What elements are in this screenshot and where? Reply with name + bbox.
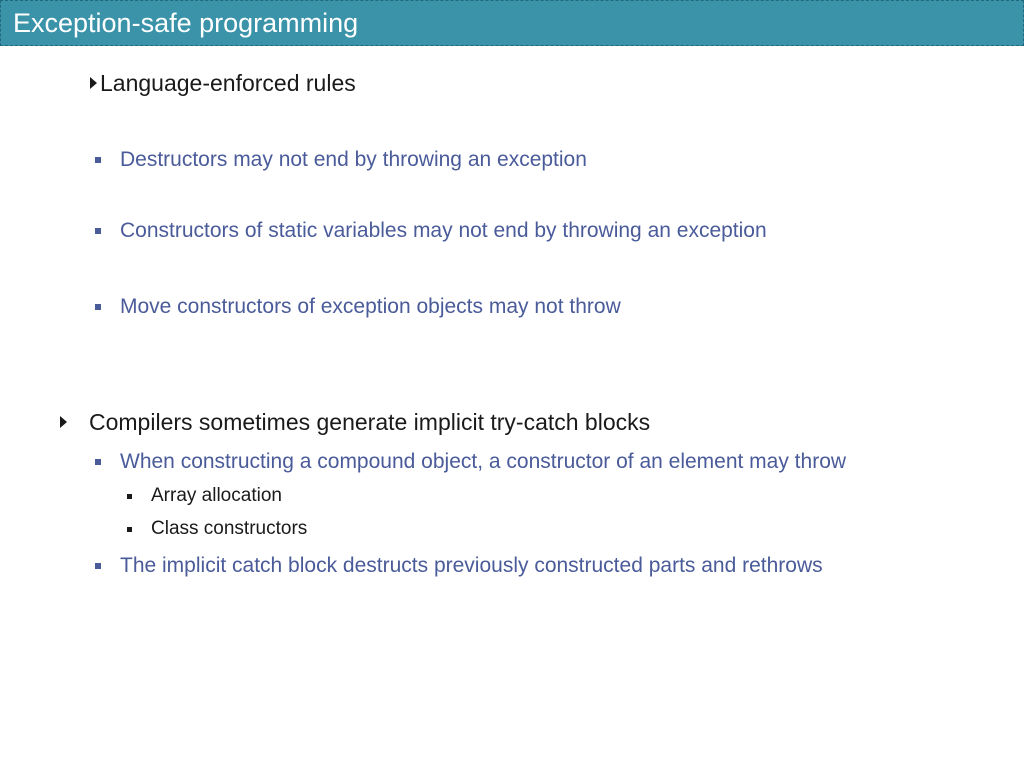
square-bullet-icon <box>127 527 132 532</box>
slide-title: Exception-safe programming <box>13 8 359 38</box>
square-bullet-icon <box>95 157 101 163</box>
slide-title-bar <box>0 0 1024 46</box>
square-bullet-icon <box>95 459 101 465</box>
section2-item-text: When constructing a compound object, a constructor of an element may throw <box>120 450 847 473</box>
section2-subitem-text: Array allocation <box>151 485 282 506</box>
section1-item-text: Constructors of static variables may not end by throwing an exception <box>120 219 767 242</box>
section1-item-text: Move constructors of exception objects may not throw <box>120 295 621 318</box>
triangle-bullet-icon <box>90 77 97 89</box>
section2-heading: Compilers sometimes generate implicit try-catch blocks <box>89 409 651 435</box>
square-bullet-icon <box>95 304 101 310</box>
section1-item-text: Destructors may not end by throwing an exception <box>120 148 587 171</box>
square-bullet-icon <box>127 494 132 499</box>
triangle-bullet-icon <box>60 416 67 428</box>
section2-subitem-text: Class constructors <box>151 518 308 539</box>
square-bullet-icon <box>95 228 101 234</box>
section2-item-text: The implicit catch block destructs previously constructed parts and rethrows <box>120 554 823 577</box>
section1-heading: Language-enforced rules <box>100 70 356 96</box>
square-bullet-icon <box>95 563 101 569</box>
